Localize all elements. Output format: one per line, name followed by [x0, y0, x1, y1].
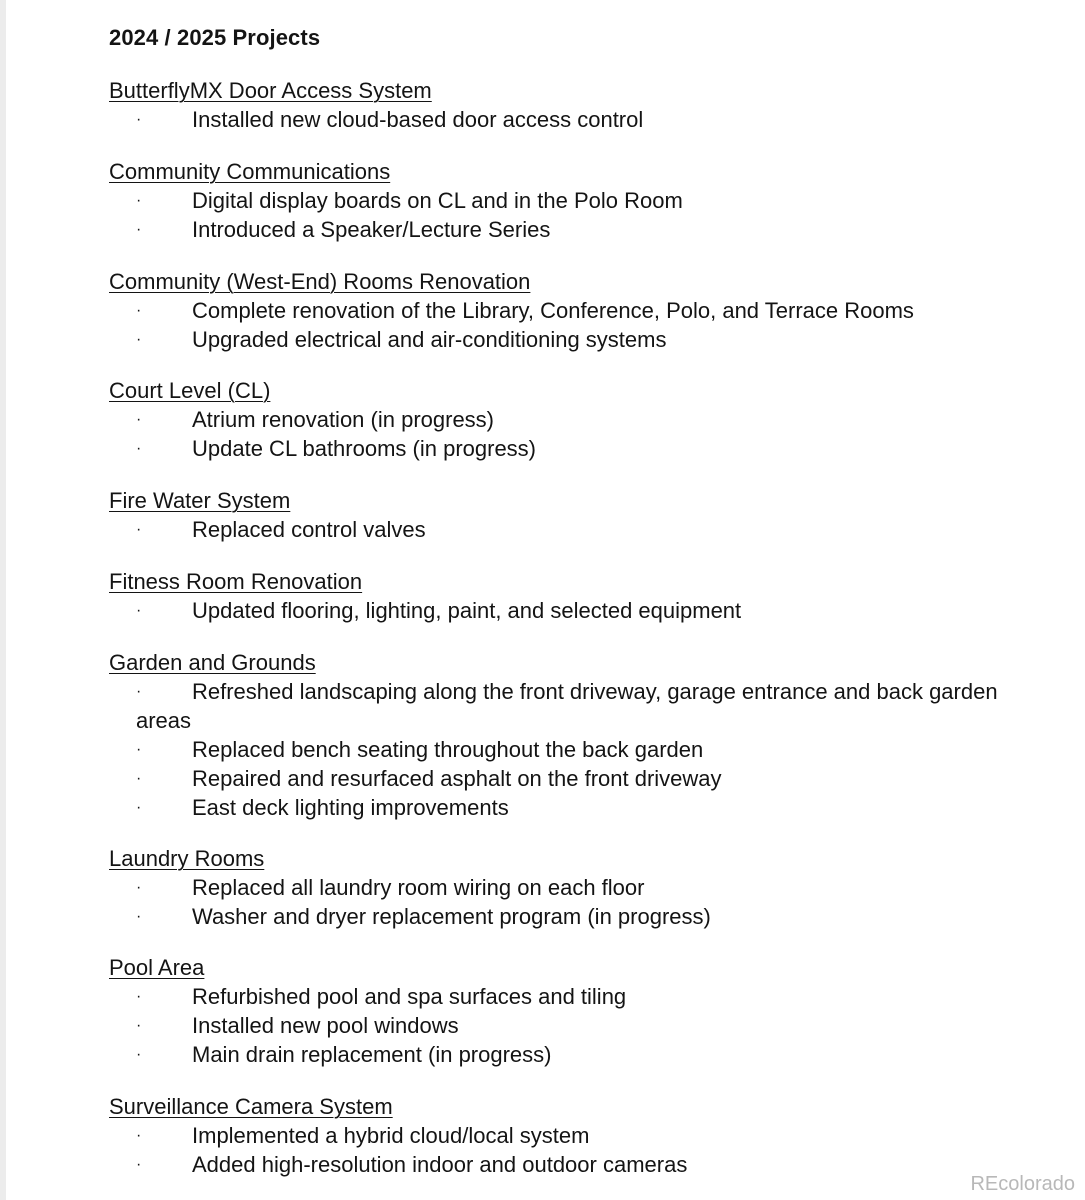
bullet-icon: · — [136, 1127, 142, 1144]
list-item: · Update CL bathrooms (in progress) — [136, 436, 537, 461]
bullet-icon: · — [136, 411, 142, 428]
bullet-icon: · — [136, 879, 142, 896]
section-heading: Community (West-End) Rooms Renovation — [109, 269, 531, 294]
list-item: · Replaced all laundry room wiring on each floor — [136, 875, 645, 900]
bullet-icon: · — [136, 302, 142, 319]
section-fitness-room — [103, 567, 1063, 625]
section-community-rooms — [103, 267, 1063, 354]
bullet-icon: · — [136, 683, 142, 700]
bullet-icon: · — [136, 1046, 142, 1063]
bullet-icon: · — [136, 988, 142, 1005]
section-heading: Court Level (CL) — [109, 378, 271, 403]
section-heading: Community Communications — [109, 159, 391, 184]
list-item: · Upgraded electrical and air-conditioning systems — [136, 327, 667, 352]
section-butterflymx — [103, 76, 1063, 134]
list-item: · East deck lighting improvements — [136, 795, 509, 820]
bullet-icon: · — [136, 770, 142, 787]
section-fire-water — [103, 486, 1063, 544]
list-item: · Refurbished pool and spa surfaces and tiling — [136, 984, 627, 1009]
section-surveillance — [103, 1092, 1063, 1179]
watermark: REcolorado — [970, 1173, 1075, 1195]
list-item: · Replaced control valves — [136, 517, 426, 542]
section-heading: Pool Area — [109, 955, 205, 980]
bullet-icon: · — [136, 1017, 142, 1034]
page-title: 2024 / 2025 Projects — [109, 25, 321, 50]
list-item: · Refreshed landscaping along the front driveway, garage entrance and back garden — [136, 679, 998, 704]
bullet-icon: · — [136, 192, 142, 209]
list-item: · Atrium renovation (in progress) — [136, 407, 495, 432]
bullet-icon: · — [136, 908, 142, 925]
list-item: · Main drain replacement (in progress) — [136, 1042, 552, 1067]
list-item: · Introduced a Speaker/Lecture Series — [136, 217, 551, 242]
bullet-icon: · — [136, 111, 142, 128]
list-item: · Repaired and resurfaced asphalt on the front driveway — [136, 766, 722, 791]
list-item: · Updated flooring, lighting, paint, and selected equipment — [136, 598, 742, 623]
bullet-icon: · — [136, 741, 142, 758]
list-item: · Installed new cloud-based door access control — [136, 107, 644, 132]
bullet-icon: · — [136, 602, 142, 619]
list-item: · Replaced bench seating throughout the back garden — [136, 737, 704, 762]
section-heading: Laundry Rooms — [109, 846, 265, 871]
section-laundry-rooms — [103, 844, 1063, 931]
bullet-icon: · — [136, 799, 142, 816]
list-item: · Digital display boards on CL and in the Polo Room — [136, 188, 683, 213]
bullet-icon: · — [136, 1156, 142, 1173]
section-community-communications — [103, 157, 1063, 244]
section-heading: Garden and Grounds — [109, 650, 316, 675]
bullet-icon: · — [136, 521, 142, 538]
section-heading: Surveillance Camera System — [109, 1094, 393, 1119]
bullet-icon: · — [136, 331, 142, 348]
list-item: · Washer and dryer replacement program (in progress) — [136, 904, 711, 929]
list-item: · Added high-resolution indoor and outdoor cameras — [136, 1152, 688, 1177]
section-heading: ButterflyMX Door Access System — [109, 78, 432, 103]
list-item-continuation: areas — [136, 708, 192, 733]
list-item: · Complete renovation of the Library, Conference, Polo, and Terrace Rooms — [136, 298, 914, 323]
section-heading: Fire Water System — [109, 488, 291, 513]
bullet-icon: · — [136, 221, 142, 238]
section-court-level — [103, 376, 1063, 463]
bullet-icon: · — [136, 440, 142, 457]
section-pool-area — [103, 953, 1063, 1069]
list-item: · Implemented a hybrid cloud/local system — [136, 1123, 590, 1148]
list-item: · Installed new pool windows — [136, 1013, 459, 1038]
section-garden-grounds — [103, 648, 1063, 822]
section-heading: Fitness Room Renovation — [109, 569, 363, 594]
